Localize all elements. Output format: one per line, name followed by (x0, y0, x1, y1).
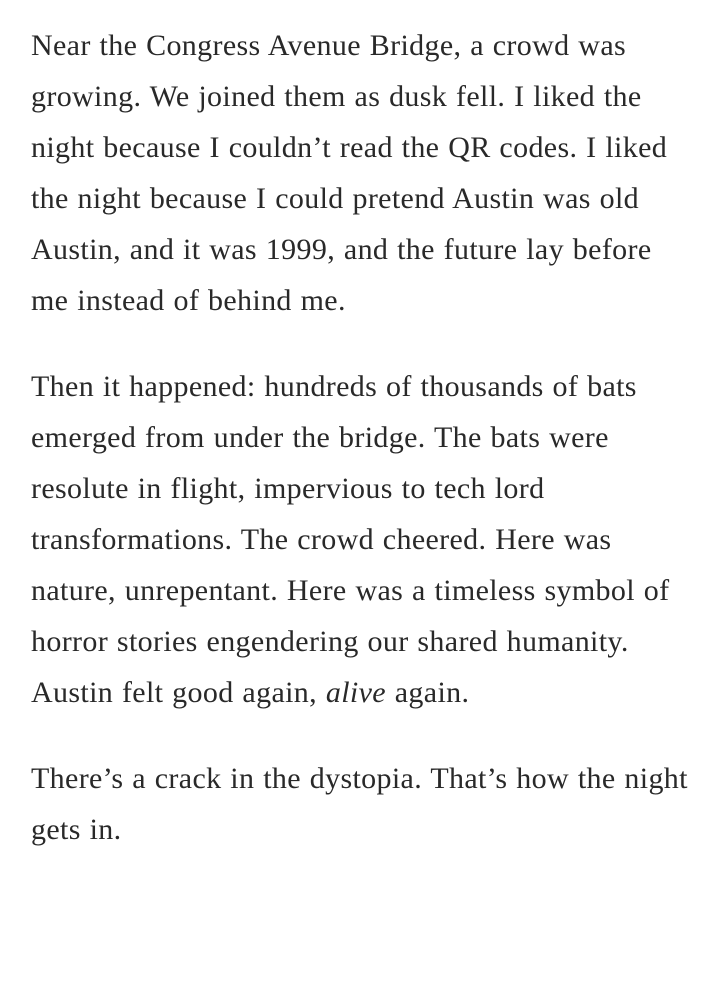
article-body (31, 20, 697, 855)
paragraph-crack-dystopia: There’s a crack in the dystopia. That’s how the night gets in. (31, 762, 688, 846)
emphasis-alive: alive (325, 676, 386, 709)
paragraph-bats-emerge (31, 361, 697, 718)
paragraph-bats-ending: again. (385, 676, 470, 709)
paragraph-bridge-crowd: Near the Congress Avenue Bridge, a crowd was growing. We joined them as dusk fell. I liked the night because I couldn’t read the QR codes. I liked the night because I could pretend Austin was old Austin, and it was 1999, and the future lay before me instead of behind me. (31, 29, 668, 317)
paragraph-bats-text: Then it happened: hundreds of thousands of bats emerged from under the bridge. The bats were resolute in flight, impervious to tech lord transformations. The crowd cheered. Here was nature, unrepentant. Here was a timeless symbol of horror stories engendering our shared humanity. Austin felt good again, (31, 370, 670, 709)
